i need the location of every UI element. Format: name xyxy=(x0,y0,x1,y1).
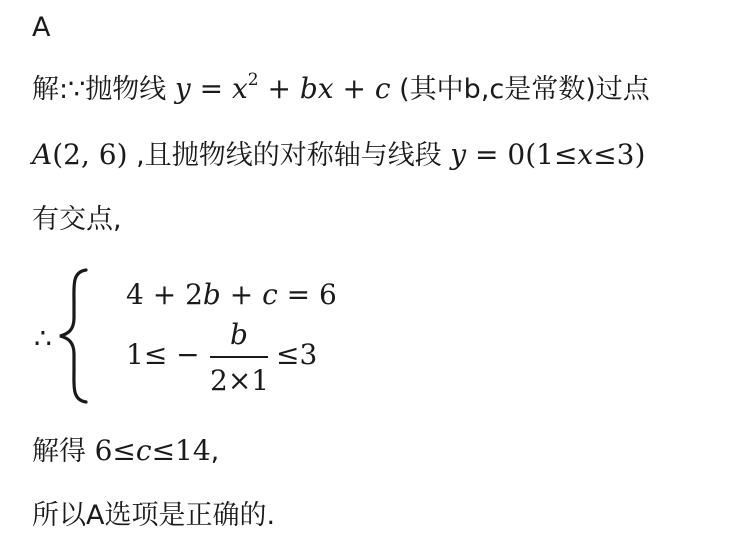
math-segment-end: ≤3) xyxy=(593,138,646,171)
system-inequality-right: ≤3 xyxy=(276,338,318,371)
math-var-c: c xyxy=(135,434,152,467)
parabola-equation xyxy=(175,72,391,105)
point-coords: (2, 6) xyxy=(52,138,128,171)
fraction-bar xyxy=(210,356,268,358)
system-equation-1 xyxy=(126,278,337,311)
fraction-numerator: b xyxy=(230,318,248,351)
solution-line-2-middle: ,且抛物线的对称轴与线段 xyxy=(136,140,442,171)
solution-line-1-suffix: (其中b,c是常数)过点 xyxy=(399,74,650,105)
therefore-symbol: ∴ xyxy=(34,322,52,355)
result-inequality xyxy=(95,434,211,467)
option-label: A xyxy=(32,12,51,43)
solution-prefix: 解:∵抛物线 xyxy=(32,74,167,105)
fraction xyxy=(210,318,268,398)
math-var-y: y xyxy=(174,72,191,105)
point-label: A xyxy=(32,138,53,171)
math-segment-eq: = 0(1≤ xyxy=(466,138,578,171)
math-term: 4 + 2 xyxy=(126,278,203,311)
math-plus: + xyxy=(220,278,263,311)
math-var-c: c xyxy=(374,72,391,105)
point-a xyxy=(32,138,128,171)
math-var-x: x xyxy=(317,72,334,105)
math-var-x: x xyxy=(577,138,594,171)
math-var-y: y xyxy=(450,138,467,171)
segment-equation xyxy=(450,138,645,171)
left-brace-icon xyxy=(56,268,90,404)
math-var-b: b xyxy=(299,72,318,105)
math-upper-bound: ≤14 xyxy=(151,434,211,467)
math-var-b: b xyxy=(202,278,221,311)
solution-line-3: 有交点, xyxy=(32,204,122,235)
solution-result-prefix: 解得 xyxy=(32,436,86,467)
system-inequality-left: 1≤ − xyxy=(126,338,200,371)
math-plus: + xyxy=(258,72,300,105)
solution-line-1 xyxy=(32,72,650,106)
math-lower-bound: 6≤ xyxy=(94,434,136,467)
solution-line-5: 所以A选项是正确的. xyxy=(32,500,276,531)
math-equals: = xyxy=(190,72,232,105)
math-equals-value: = 6 xyxy=(277,278,337,311)
fraction-denominator: 2×1 xyxy=(210,364,270,397)
solution-line-4 xyxy=(32,434,219,468)
math-var-x: x xyxy=(231,72,248,105)
math-var-c: c xyxy=(262,278,278,311)
solution-line-2 xyxy=(32,138,645,172)
solution-result-suffix: , xyxy=(210,436,220,467)
math-exponent: 2 xyxy=(247,70,259,90)
math-plus: + xyxy=(333,72,375,105)
